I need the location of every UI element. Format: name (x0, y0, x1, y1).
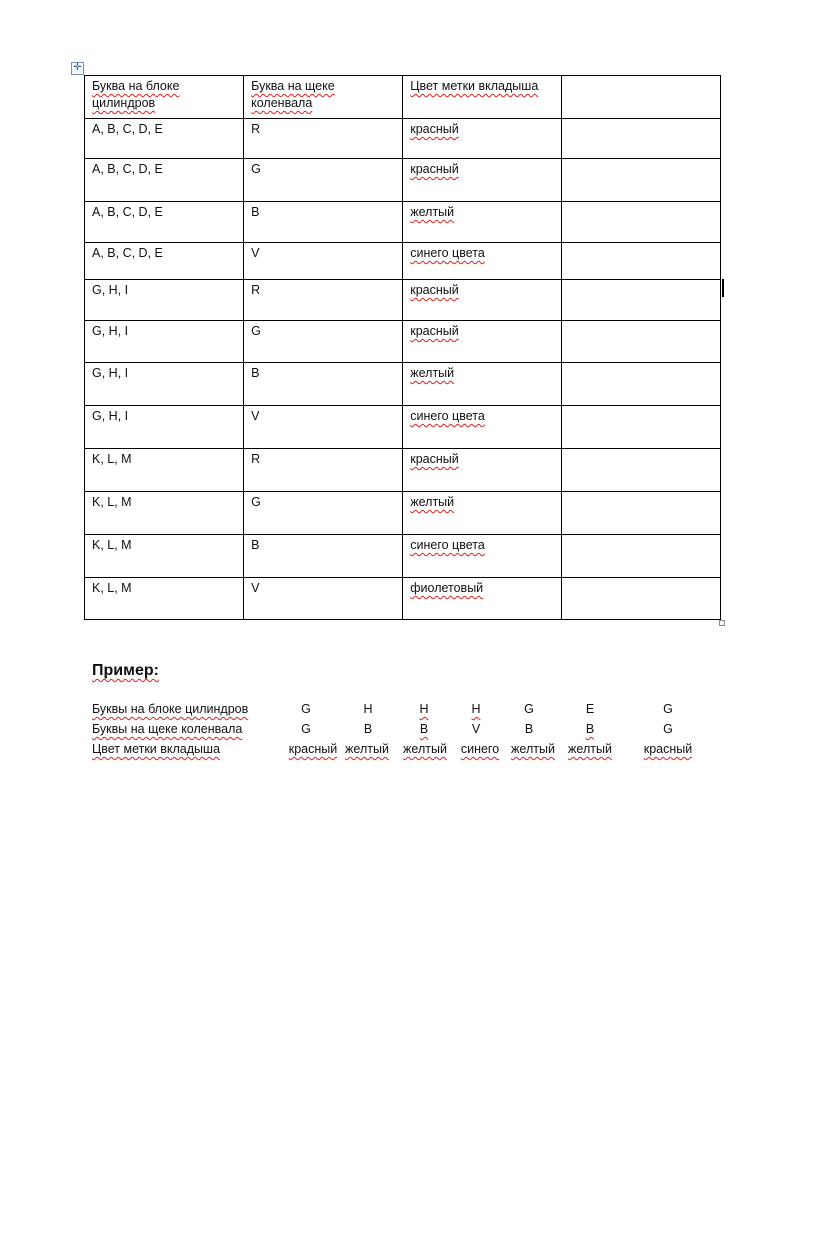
table-cell[interactable] (562, 363, 721, 406)
example-row-label: Буквы на блоке цилиндров (92, 702, 249, 716)
cell-text: красный (410, 283, 459, 297)
cell-text: B (251, 366, 260, 380)
cell-text: G (251, 162, 261, 176)
table-cell[interactable] (244, 363, 403, 406)
example-value: G (663, 702, 673, 716)
cell-text: R (251, 283, 261, 297)
example-value: E (585, 702, 595, 716)
cell-text: B (251, 205, 260, 219)
cell-text: R (251, 122, 261, 136)
table-cell[interactable] (403, 492, 562, 535)
cell-text: B (251, 538, 260, 552)
table-move-handle-icon[interactable]: ✛ (71, 62, 84, 75)
table-row (85, 321, 721, 363)
cell-text: красный (410, 324, 459, 338)
table-cell[interactable] (85, 321, 244, 363)
table-cell[interactable] (244, 280, 403, 321)
table-cell[interactable] (85, 406, 244, 449)
table-cell[interactable] (403, 159, 562, 202)
table-cell[interactable] (403, 321, 562, 363)
example-value: желтый (568, 742, 612, 756)
table-header-cell[interactable] (403, 76, 562, 119)
cell-text: G, H, I (92, 283, 129, 297)
table-cell[interactable] (562, 449, 721, 492)
example-value: G (524, 702, 534, 716)
example-value: красный (643, 742, 693, 756)
table-cell[interactable] (403, 578, 562, 620)
cell-text: K, L, M (92, 495, 132, 509)
mapping-table (84, 75, 721, 620)
table-cell[interactable] (85, 535, 244, 578)
table-cell[interactable] (562, 202, 721, 243)
example-value: синего (460, 742, 500, 756)
table-resize-handle[interactable] (719, 620, 725, 626)
table-cell[interactable] (244, 119, 403, 159)
cell-text: A, B, C, D, E (92, 122, 163, 136)
example-value: H (363, 702, 373, 716)
table-cell[interactable] (244, 406, 403, 449)
table-row (85, 280, 721, 321)
example-value: G (301, 722, 311, 736)
example-value: V (471, 722, 481, 736)
table-cell[interactable] (403, 535, 562, 578)
table-cell[interactable] (85, 363, 244, 406)
cell-text: желтый (410, 205, 455, 219)
cell-text: A, B, C, D, E (92, 246, 163, 260)
example-title: Пример: (92, 662, 159, 679)
table-cell[interactable] (244, 535, 403, 578)
table-row (85, 159, 721, 202)
table-cell[interactable] (403, 363, 562, 406)
table-cell[interactable] (244, 578, 403, 620)
table-row (85, 578, 721, 620)
cell-text: желтый (410, 366, 455, 380)
table-cell[interactable] (85, 492, 244, 535)
table-cell[interactable] (562, 492, 721, 535)
table-header-cell[interactable] (562, 76, 721, 119)
table-row (85, 449, 721, 492)
cell-text: красный (410, 162, 459, 176)
table-cell[interactable] (562, 406, 721, 449)
table-row (85, 535, 721, 578)
table-row (85, 406, 721, 449)
table-cell[interactable] (244, 202, 403, 243)
cell-text: Буква на блоке цилиндров (92, 79, 180, 110)
example-value: B (363, 722, 373, 736)
cell-text: G, H, I (92, 324, 129, 338)
table-cell[interactable] (562, 280, 721, 321)
table-cell[interactable] (562, 243, 721, 280)
cell-text: R (251, 452, 261, 466)
cell-text: Цвет метки вкладыша (410, 79, 539, 93)
table-cell[interactable] (562, 159, 721, 202)
table-header-cell[interactable] (244, 76, 403, 119)
cell-text: K, L, M (92, 452, 132, 466)
table-cell[interactable] (403, 280, 562, 321)
cell-text: V (251, 409, 260, 423)
table-cell[interactable] (244, 492, 403, 535)
text-cursor (722, 279, 724, 297)
example-row-label: Цвет метки вкладыша (92, 742, 221, 756)
table-cell[interactable] (244, 243, 403, 280)
cell-text: G (251, 324, 261, 338)
example-value: B (419, 722, 429, 736)
cell-text: фиолетовый (410, 581, 484, 595)
table-cell[interactable] (85, 449, 244, 492)
cell-text: K, L, M (92, 538, 132, 552)
table-cell[interactable] (562, 578, 721, 620)
cell-text: V (251, 581, 260, 595)
table-cell[interactable] (244, 449, 403, 492)
example-value: H (419, 702, 429, 716)
example-value: красный (288, 742, 338, 756)
cell-text: V (251, 246, 260, 260)
example-row-label: Буквы на щеке коленвала (92, 722, 243, 736)
table-row (85, 243, 721, 280)
example-value: желтый (511, 742, 555, 756)
table-row (85, 202, 721, 243)
cell-text: A, B, C, D, E (92, 162, 163, 176)
example-value: B (524, 722, 534, 736)
cell-text: Буква на щеке коленвала (251, 79, 335, 110)
table-row (85, 492, 721, 535)
table-cell[interactable] (403, 243, 562, 280)
table-cell[interactable] (85, 578, 244, 620)
table-cell[interactable] (562, 119, 721, 159)
table-row (85, 363, 721, 406)
example-value: G (301, 702, 311, 716)
table-cell[interactable] (244, 159, 403, 202)
example-value: желтый (345, 742, 389, 756)
cell-text: красный (410, 452, 459, 466)
cell-text: синего цвета (410, 538, 485, 552)
cell-text: желтый (410, 495, 455, 509)
table-cell[interactable] (403, 406, 562, 449)
table-cell[interactable] (85, 280, 244, 321)
table-header-row (85, 76, 721, 119)
example-value: желтый (403, 742, 447, 756)
cell-text: K, L, M (92, 581, 132, 595)
example-value: H (471, 702, 481, 716)
cell-text: G, H, I (92, 409, 129, 423)
example-value: G (663, 722, 673, 736)
table-cell[interactable] (403, 449, 562, 492)
cell-text: синего цвета (410, 409, 485, 423)
table-cell[interactable] (85, 202, 244, 243)
table-cell[interactable] (244, 321, 403, 363)
table-cell[interactable] (562, 535, 721, 578)
table-cell[interactable] (562, 321, 721, 363)
table-cell[interactable] (85, 119, 244, 159)
example-value: B (585, 722, 595, 736)
table-cell[interactable] (403, 119, 562, 159)
table-header-cell[interactable] (85, 76, 244, 119)
cell-text: G, H, I (92, 366, 129, 380)
table-cell[interactable] (85, 159, 244, 202)
cell-text: G (251, 495, 261, 509)
cell-text: A, B, C, D, E (92, 205, 163, 219)
cell-text: красный (410, 122, 459, 136)
table-cell[interactable] (403, 202, 562, 243)
cell-text: синего цвета (410, 246, 485, 260)
table-row (85, 119, 721, 159)
table-cell[interactable] (85, 243, 244, 280)
